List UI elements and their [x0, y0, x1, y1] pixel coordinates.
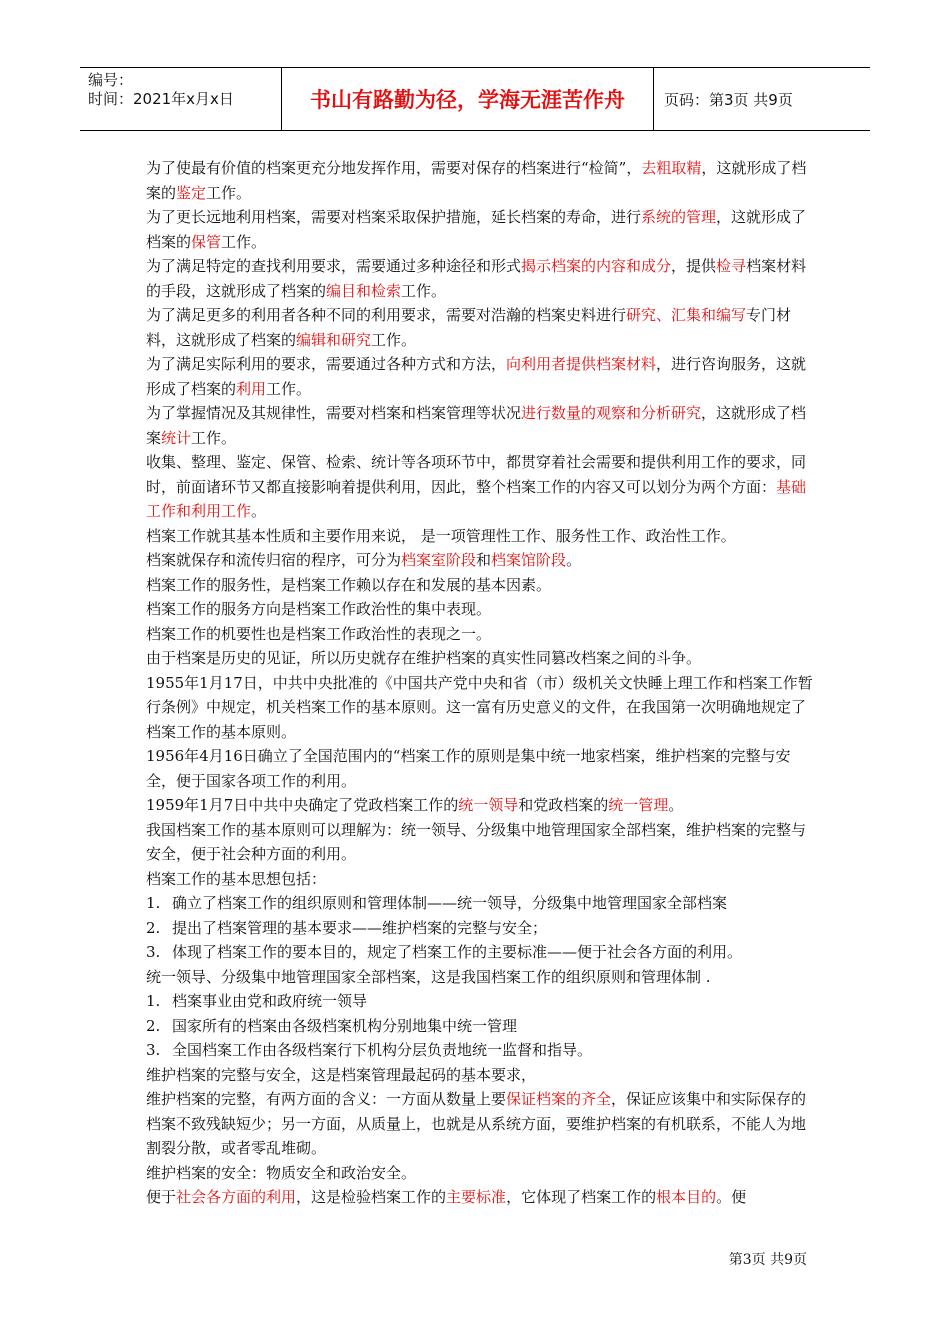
paragraph — [146, 940, 816, 965]
highlighted-term: 进行数量的观察和分析研究 — [521, 404, 702, 422]
text-segment: 档案工作的基本思想包括： — [146, 869, 327, 888]
text-segment: 档案工作就其基本性质和主要作用来说， 是一项管理性工作、服务性工作、政治性工作。 — [146, 526, 736, 545]
text-segment: 工作。 — [266, 379, 312, 398]
text-segment: 国家所有的档案由各级档案机构分别地集中统一管理 — [172, 1016, 518, 1035]
paragraph — [146, 573, 816, 598]
text-segment: 为了掌握情况及其规律性，需要对档案和档案管理等状况 — [146, 404, 522, 422]
paragraph — [146, 965, 816, 990]
text-segment: 收集、整理、鉴定、保管、检索、统计等各项环节中，都贯穿着社会需要和提供利用工作的要求，同时，前面诸环节又都直接影响着提供利用，因此，整个档案工作的内容又可以划分为两个方面： — [146, 453, 807, 496]
list-number: 1. — [146, 992, 161, 1010]
text-segment: 。 — [251, 502, 267, 520]
highlighted-term: 检寻 — [716, 257, 747, 275]
highlighted-term: 档案室阶段 — [401, 551, 477, 569]
paragraph — [146, 867, 816, 892]
text-segment: 档案材料的手段，这就形成了档案的 — [146, 257, 807, 300]
paragraph — [146, 205, 816, 254]
text-segment: ，这就形成了档案的 — [146, 208, 807, 251]
text-segment: 1959年1月7日中共中央确定了党政档案工作的 — [146, 796, 459, 814]
text-segment: 为了使最有价值的档案更充分地发挥作用，需要对保存的档案进行“检简”， — [146, 159, 642, 177]
text-segment: 工作。 — [371, 330, 417, 349]
text-segment: ，它体现了档案工作的 — [506, 1188, 657, 1206]
text-segment: 和 — [476, 551, 492, 569]
paragraph — [146, 1014, 816, 1039]
text-segment: 档案工作的服务方向是档案工作政治性的集中表现。 — [146, 600, 492, 618]
text-segment: 为了更长远地利用档案，需要对档案采取保护措施，延长档案的寿命，进行 — [146, 208, 642, 226]
paragraph — [146, 622, 816, 647]
highlighted-term: 研究、汇集和编写 — [626, 306, 747, 324]
list-number: 1. — [146, 894, 161, 912]
text-segment: 我国档案工作的基本原则可以理解为：统一领导、分级集中地管理国家全部档案，维护档案的完整与安全，便于社会种方面的利用。 — [146, 820, 807, 863]
highlighted-term: 向利用者提供档案材料 — [506, 355, 657, 373]
text-segment: 由于档案是历史的见证，所以历史就存在维护档案的真实性同篡改档案之间的斗争。 — [146, 649, 702, 667]
text-segment: 档案工作的机要性也是档案工作政治性的表现之一。 — [146, 624, 492, 643]
text-segment: 提出了档案管理的基本要求——维护档案的完整与安全； — [172, 918, 548, 937]
text-segment: 为了满足更多的利用者各种不同的利用要求，需要对浩瀚的档案史料进行 — [146, 306, 627, 324]
paragraph — [146, 524, 816, 549]
paragraph — [146, 744, 816, 793]
time-label: 时间：2021年x月x日 — [88, 90, 234, 108]
highlighted-term: 编目和检索 — [326, 281, 402, 300]
text-segment: 工作。 — [221, 232, 267, 251]
paragraph — [146, 597, 816, 622]
list-number: 2. — [146, 1016, 161, 1035]
highlighted-term: 去粗取精 — [641, 159, 702, 177]
paragraph — [146, 916, 816, 941]
text-segment: 全国档案工作由各级档案行下机构分层负责地统一监督和指导。 — [172, 1041, 593, 1059]
text-segment: 。 — [566, 551, 582, 569]
paragraph — [146, 646, 816, 671]
text-segment: ，这就形成了档案 — [146, 404, 807, 447]
page-footer: 第3页 共9页 — [728, 1252, 807, 1268]
text-segment: 档案就保存和流传归宿的程序，可分为 — [146, 551, 402, 569]
list-number: 3. — [146, 943, 161, 961]
text-segment: 便于 — [146, 1188, 177, 1206]
text-segment: 。便 — [716, 1188, 747, 1206]
header-meta — [80, 68, 281, 130]
paragraph — [146, 1063, 816, 1088]
highlighted-term: 系统的管理 — [641, 208, 717, 226]
highlighted-term: 鉴定 — [176, 183, 207, 202]
highlighted-term: 统一领导 — [458, 796, 519, 814]
text-segment: 统一领导、分级集中地管理国家全部档案，这是我国档案工作的组织原则和管理体制 . — [146, 967, 711, 986]
highlighted-term: 揭示档案的内容和成分 — [521, 257, 672, 275]
page-header — [80, 67, 870, 131]
text-segment: ，这就形成了档案的 — [146, 159, 807, 202]
highlighted-term: 主要标准 — [446, 1188, 507, 1206]
header-motto: 书山有路勤为径，学海无涯苦作舟 — [281, 68, 654, 130]
text-segment: 1956年4月16日确立了全国范围内的“档案工作的原则是集中统一地家档案，维护档案的完整与安全，便于国家各项工作的利用。 — [146, 747, 791, 790]
highlighted-term: 保证档案的齐全 — [506, 1090, 612, 1108]
text-segment: 维护档案的完整，有两方面的含义：一方面从数量上要 — [146, 1090, 507, 1108]
highlighted-term: 统计 — [161, 428, 192, 447]
paragraph — [146, 254, 816, 303]
list-number: 2. — [146, 918, 161, 937]
paragraph — [146, 793, 816, 818]
highlighted-term: 编辑和研究 — [296, 330, 372, 349]
paragraph — [146, 1185, 816, 1210]
highlighted-term: 根本目的 — [656, 1188, 717, 1206]
text-segment: 工作。 — [191, 428, 237, 447]
text-segment: ，这是检验档案工作的 — [296, 1188, 447, 1206]
highlighted-term: 保管 — [191, 232, 222, 251]
text-segment: ，进行咨询服务，这就形成了档案的 — [146, 355, 807, 398]
text-segment: 确立了档案工作的组织原则和管理体制——统一领导，分级集中地管理国家全部档案 — [172, 894, 728, 912]
paragraph — [146, 352, 816, 401]
text-segment: 档案事业由党和政府统一领导 — [172, 992, 368, 1010]
paragraph — [146, 303, 816, 352]
text-segment: 为了满足特定的查找利用要求，需要通过多种途径和形式 — [146, 257, 522, 275]
text-segment: 。 — [668, 796, 684, 814]
paragraph — [146, 401, 816, 450]
paragraph — [146, 156, 816, 205]
highlighted-term: 社会各方面的利用 — [176, 1188, 297, 1206]
paragraph — [146, 1038, 816, 1063]
header-page-label: 页码：第3页 共9页 — [664, 90, 793, 109]
text-segment: 和党政档案的 — [518, 796, 609, 814]
text-segment: ，提供 — [671, 257, 717, 275]
highlighted-term: 档案馆阶段 — [491, 551, 567, 569]
paragraph — [146, 671, 816, 745]
paragraph — [146, 1087, 816, 1161]
text-segment: 工作。 — [206, 183, 252, 202]
serial-label: 编号： — [88, 71, 134, 89]
paragraph — [146, 548, 816, 573]
highlighted-term: 基础工作和利用工作 — [146, 477, 807, 520]
text-segment: 体现了档案工作的要本目的，规定了档案工作的主要标准——便于社会各方面的利用。 — [172, 943, 743, 961]
paragraph — [146, 1161, 816, 1186]
paragraph — [146, 891, 816, 916]
text-segment: ，保证应该集中和实际保存的档案不致残缺短少；另一方面，从质量上，也就是从系统方面，要维护档案的有机联系，不能人为地割裂分散，或者零乱堆砌。 — [146, 1090, 807, 1157]
text-segment: 维护档案的完整与安全，这是档案管理最起码的基本要求， — [146, 1065, 537, 1084]
list-number: 3. — [146, 1041, 161, 1059]
text-segment: 专门材料，这就形成了档案的 — [146, 306, 792, 349]
text-segment: 1955年1月17日，中共中央批准的《中国共产党中央和省（市）级机关文快睡上理工作和档案工作暂行条例》中规定，机关档案工作的基本原则。这一富有历史意义的文件，在我国第一次明确地规定了档案工作的基本原则。 — [146, 673, 813, 741]
highlighted-term: 统一管理 — [608, 796, 669, 814]
text-segment: 维护档案的安全：物质安全和政治安全。 — [146, 1163, 417, 1182]
text-segment: 为了满足实际利用的要求，需要通过各种方式和方法， — [146, 355, 507, 373]
highlighted-term: 利用 — [236, 379, 267, 398]
document-body — [146, 156, 816, 1210]
paragraph — [146, 989, 816, 1014]
text-segment: 工作。 — [401, 281, 447, 300]
paragraph — [146, 818, 816, 867]
paragraph — [146, 450, 816, 524]
text-segment: 档案工作的服务性，是档案工作赖以存在和发展的基本因素。 — [146, 575, 552, 594]
